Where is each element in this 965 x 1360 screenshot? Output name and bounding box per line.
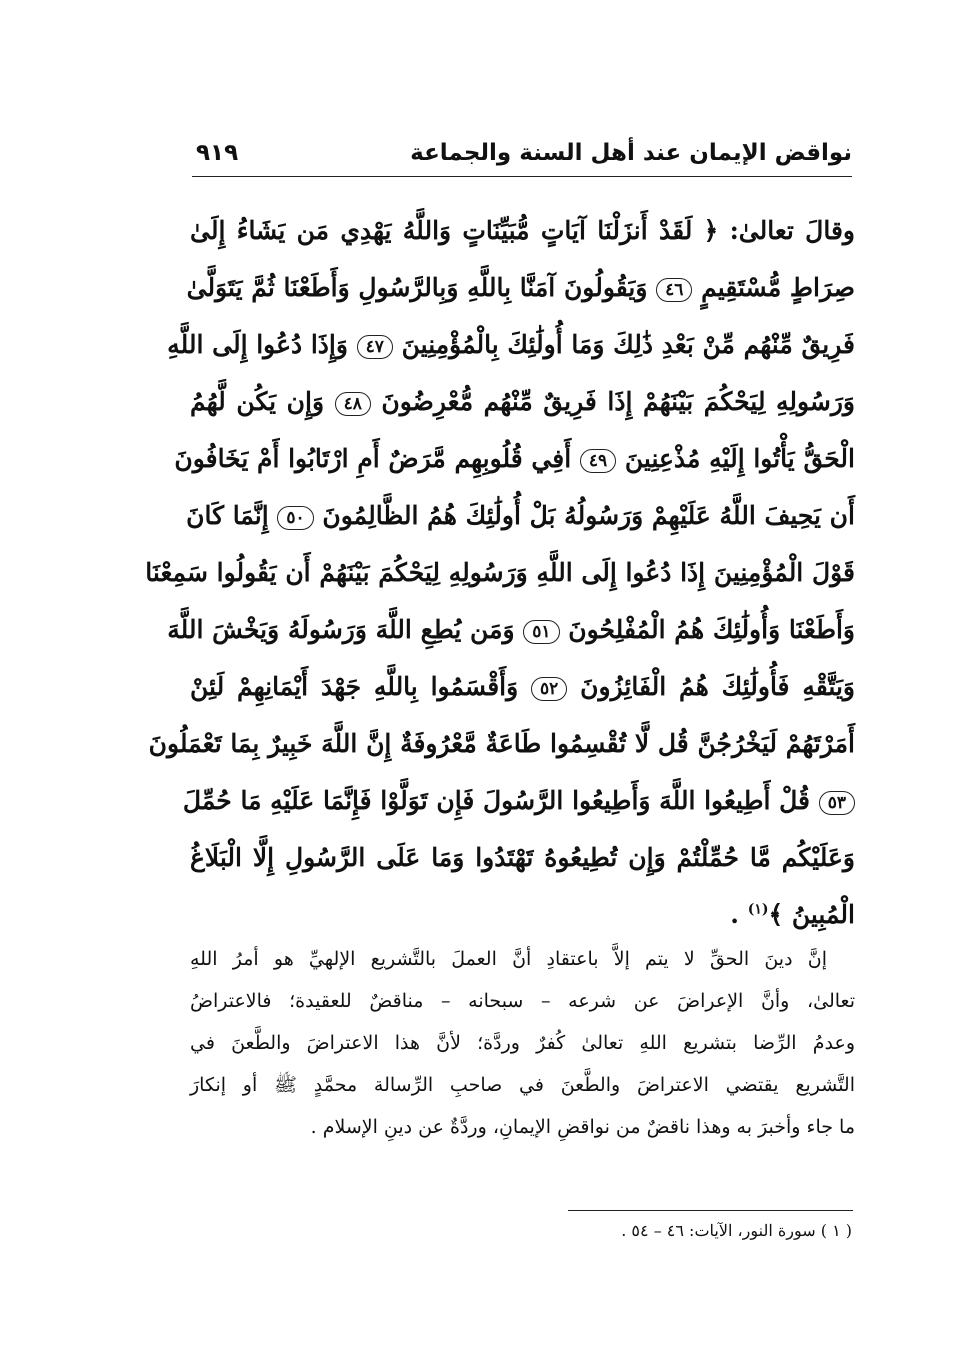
verse-line: وَعَلَيْكُم مَّا حُمِّلْتُمْ وَإِن تُطِيعُوهُ تَهْتَدُوا وَمَا عَلَى الرَّسُولِ إِلَّا الْبَلَاغُ [190,843,855,872]
page-number: ٩١٩ [196,140,239,166]
prose-line: وعدمُ الرِّضا بتشريع اللهِ تعالىٰ كُفرٌ وردَّة؛ لأنَّ هذا الاعتراضَ والطَّعنَ في [190,1032,855,1054]
verse-number-marker: ٤٩ [580,449,616,473]
header-title: نواقض الإيمان عند أهل السنة والجماعة [410,140,852,166]
verse-number-marker: ٥١ [523,620,559,644]
verse-number-marker: ٥٠ [277,506,313,530]
quran-verses [145,202,856,943]
prose-line: تعالىٰ، وأنَّ الإعراضَ عن شرعه – سبحانه – مناقضٌ للعقيدة؛ فالاعتراضُ [190,990,855,1012]
footnote: ( ١ ) سورة النور، الآيات: ٤٦ – ٥٤ . [621,1221,852,1240]
commentary-paragraph [190,938,855,1148]
verse-line: وَرَسُولِهِ لِيَحْكُمَ بَيْنَهُمْ إِذَا فَرِيقٌ مِّنْهُم مُّعْرِضُونَ ٤٨ وَإِن يَكُن لَّهُمُ [190,387,856,416]
verse-line: الْمُبِينُ ﴾$^{(١)}$ . [730,900,855,929]
verse-line: صِرَاطٍ مُّسْتَقِيمٍ ٤٦ وَيَقُولُونَ آمَنَّا بِاللَّهِ وَبِالرَّسُولِ وَأَطَعْنَا ثُمَّ يَتَوَلَّىٰ [186,273,855,302]
verse-line: أَمَرْتَهُمْ لَيَخْرُجُنَّ قُل لَّا تُقْسِمُوا طَاعَةٌ مَّعْرُوفَةٌ إِنَّ اللَّهَ خَبِيرٌ بِمَا تَعْمَلُونَ [148,729,855,758]
verse-number-marker: ٤٨ [335,392,371,416]
verse-line: وَأَطَعْنَا وَأُولَٰئِكَ هُمُ الْمُفْلِحُونَ ٥١ وَمَن يُطِعِ اللَّهَ وَرَسُولَهُ وَيَخْشَ اللَّهَ [167,615,855,644]
verse-line: قَوْلَ الْمُؤْمِنِينَ إِذَا دُعُوا إِلَى اللَّهِ وَرَسُولِهِ لِيَحْكُمَ بَيْنَهُمْ أَن يَقُولُوا سَمِعْنَا [145,558,855,587]
prose-line: التَّشريع يقتضي الاعتراضَ والطَّعنَ في صاحبِ الرِّسالة محمَّدٍ ﷺ أو إنكارَ [190,1074,855,1096]
prose-line: إنَّ دينَ الحقِّ لا يتم إلاَّ باعتقادِ أنَّ العملَ بالتَّشريع الإلهيِّ هو أمرُ اللهِ [190,948,827,970]
verse-line: الْحَقُّ يَأْتُوا إِلَيْهِ مُذْعِنِينَ ٤٩ أَفِي قُلُوبِهِم مَّرَضٌ أَمِ ارْتَابُوا أَمْ يَخَافُونَ [174,444,855,473]
prose-line: ما جاء وأخبرَ به وهذا ناقضٌ من نواقضِ الإيمانِ، وردَّةٌ عن دينِ الإسلام . [310,1116,855,1138]
verse-line: وقالَ تعالىٰ: ﴿ لَقَدْ أَنزَلْنَا آيَاتٍ مُّبَيِّنَاتٍ وَاللَّهُ يَهْدِي مَن يَشَاءُ إِلَىٰ [190,216,855,245]
verse-line: ٥٣ قُلْ أَطِيعُوا اللَّهَ وَأَطِيعُوا الرَّسُولَ فَإِن تَوَلَّوْا فَإِنَّمَا عَلَيْهِ مَا حُمِّلَ [190,772,855,829]
verse-number-marker: ٤٦ [656,278,692,302]
header-rule [192,176,852,177]
verse-line: وَيَتَّقْهِ فَأُولَٰئِكَ هُمُ الْفَائِزُونَ ٥٢ وَأَقْسَمُوا بِاللَّهِ جَهْدَ أَيْمَانِهِمْ لَئِنْ [190,672,855,701]
verse-number-marker: ٥٣ [819,791,855,815]
footnote-reference: (١) [747,901,769,918]
running-header [192,138,852,178]
verse-number-marker: ٤٧ [357,335,393,359]
verse-number-marker: ٥٢ [531,677,567,701]
verse-line: فَرِيقٌ مِّنْهُم مِّنْ بَعْدِ ذَٰلِكَ وَمَا أُولَٰئِكَ بِالْمُؤْمِنِينَ ٤٧ وَإِذَا دُعُوا إِلَى اللَّهِ [167,330,855,359]
footnote-rule [568,1210,853,1211]
verse-line: أَن يَحِيفَ اللَّهُ عَلَيْهِمْ وَرَسُولُهُ بَلْ أُولَٰئِكَ هُمُ الظَّالِمُونَ ٥٠ إِنَّمَا كَانَ [186,501,855,530]
